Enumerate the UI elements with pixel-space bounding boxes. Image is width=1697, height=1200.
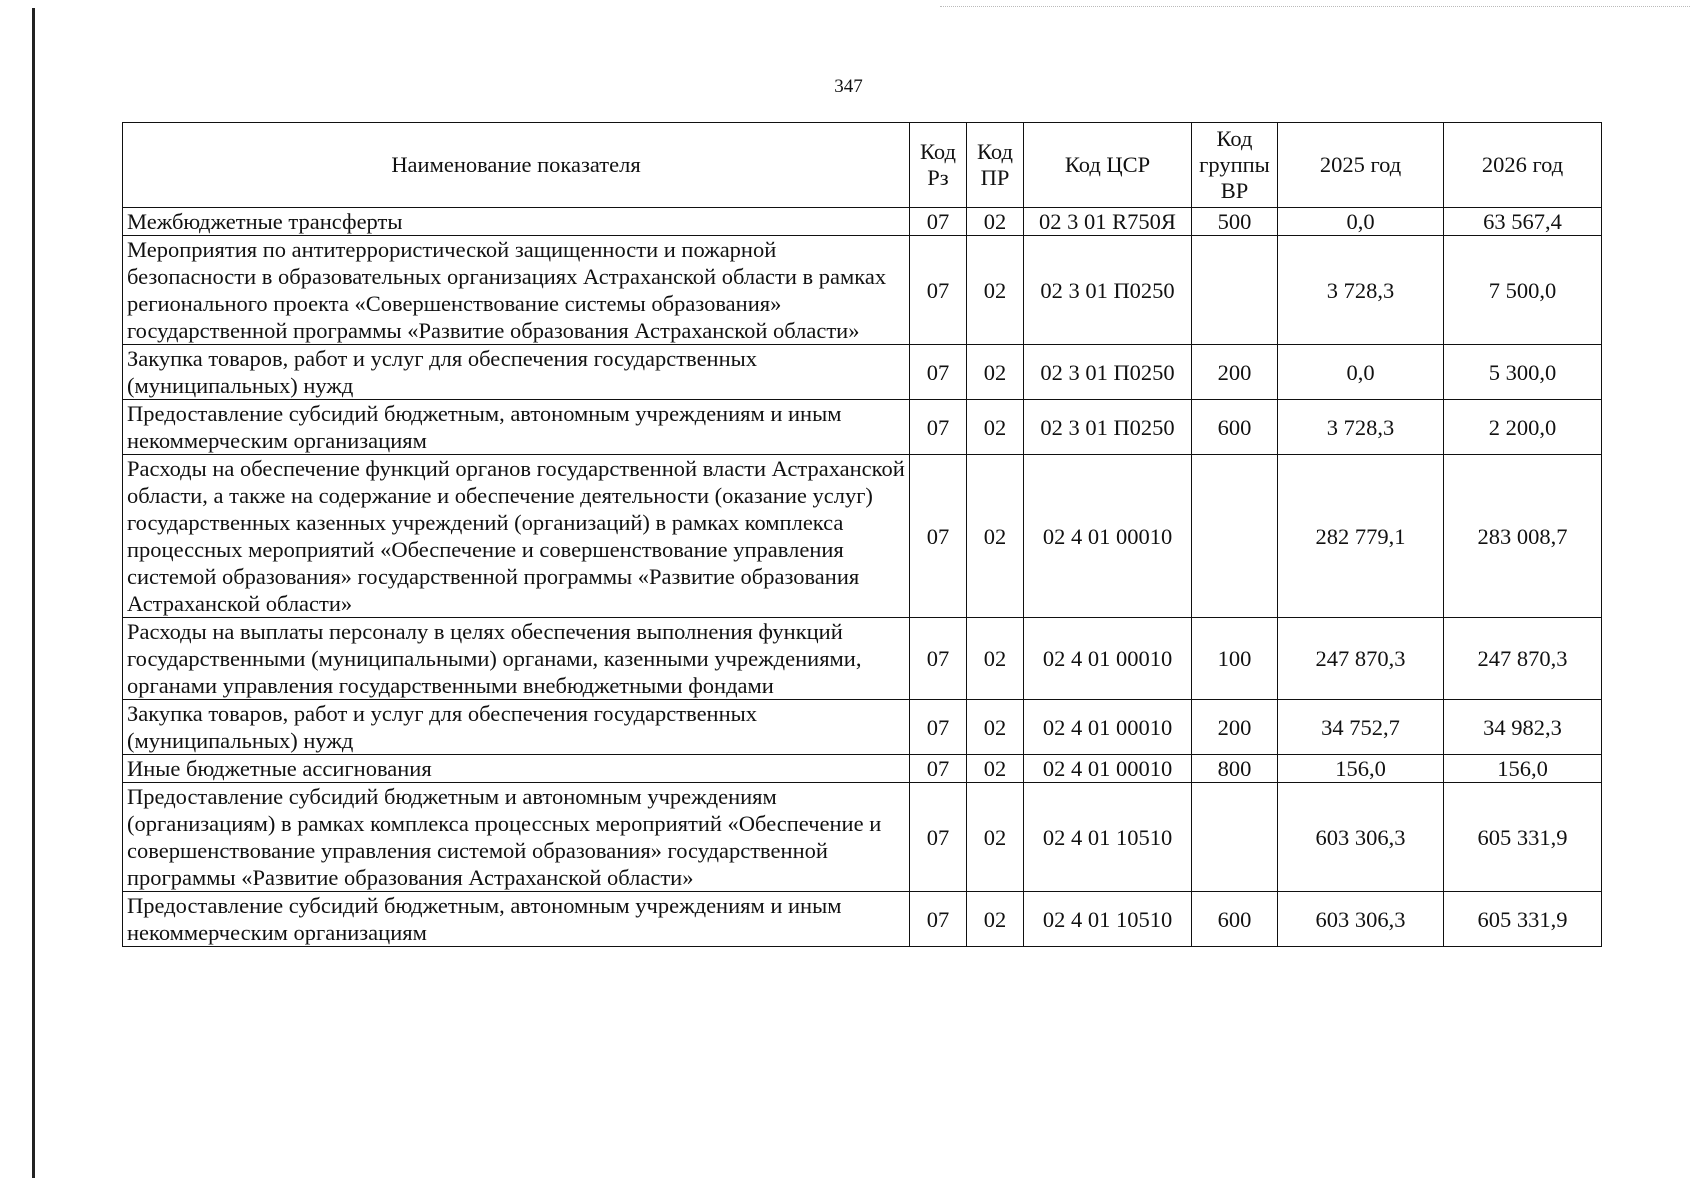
- table-row: [123, 700, 1602, 755]
- cell-2025: 34 752,7: [1278, 700, 1444, 755]
- scan-binding-edge: [32, 8, 35, 1178]
- cell-pr: 02: [967, 892, 1024, 947]
- cell-pr: 02: [967, 455, 1024, 618]
- cell-pr: 02: [967, 236, 1024, 345]
- cell-vr: [1192, 783, 1278, 892]
- cell-rz: 07: [910, 892, 967, 947]
- table-row: [123, 236, 1602, 345]
- header-pr: Код ПР: [967, 123, 1024, 208]
- cell-2025: 0,0: [1278, 345, 1444, 400]
- cell-vr: 500: [1192, 208, 1278, 236]
- cell-pr: 02: [967, 345, 1024, 400]
- table-row: [123, 208, 1602, 236]
- cell-csr: 02 3 01 П0250: [1024, 236, 1192, 345]
- table-row: [123, 783, 1602, 892]
- cell-pr: 02: [967, 755, 1024, 783]
- scan-top-edge: [940, 6, 1690, 8]
- cell-csr: 02 3 01 П0250: [1024, 345, 1192, 400]
- table-header: [123, 123, 1602, 208]
- cell-csr: 02 4 01 00010: [1024, 455, 1192, 618]
- cell-2026: 5 300,0: [1444, 345, 1602, 400]
- table-row: [123, 345, 1602, 400]
- cell-vr: 200: [1192, 345, 1278, 400]
- cell-csr: 02 4 01 10510: [1024, 783, 1192, 892]
- header-2026: 2026 год: [1444, 123, 1602, 208]
- cell-2025: 603 306,3: [1278, 783, 1444, 892]
- cell-vr: 600: [1192, 892, 1278, 947]
- table-row: [123, 892, 1602, 947]
- cell-csr: 02 3 01 R750Я: [1024, 208, 1192, 236]
- cell-name: Закупка товаров, работ и услуг для обеспечения государственных (муниципальных) нужд: [123, 345, 910, 400]
- cell-vr: 200: [1192, 700, 1278, 755]
- cell-name: Закупка товаров, работ и услуг для обеспечения государственных (муниципальных) нужд: [123, 700, 910, 755]
- page-number: 347: [834, 76, 863, 97]
- cell-rz: 07: [910, 755, 967, 783]
- cell-name: Предоставление субсидий бюджетным и автономным учреждениям (организациям) в рамках комплекса процессных мероприятий «Обеспечение и совершенствование управления системой образования» государственной программы «Развитие образования Астраханской области»: [123, 783, 910, 892]
- table-row: [123, 755, 1602, 783]
- cell-name: Предоставление субсидий бюджетным, автономным учреждениям и иным некоммерческим организациям: [123, 892, 910, 947]
- cell-rz: 07: [910, 236, 967, 345]
- cell-csr: 02 4 01 00010: [1024, 618, 1192, 700]
- header-name: Наименование показателя: [123, 123, 910, 208]
- cell-rz: 07: [910, 700, 967, 755]
- table-body: [123, 208, 1602, 947]
- budget-table: [122, 122, 1602, 947]
- cell-rz: 07: [910, 400, 967, 455]
- header-vr: Код группы ВР: [1192, 123, 1278, 208]
- cell-csr: 02 4 01 00010: [1024, 700, 1192, 755]
- cell-pr: 02: [967, 783, 1024, 892]
- header-2025: 2025 год: [1278, 123, 1444, 208]
- cell-2026: 156,0: [1444, 755, 1602, 783]
- cell-rz: 07: [910, 345, 967, 400]
- cell-pr: 02: [967, 700, 1024, 755]
- cell-name: Мероприятия по антитеррористической защищенности и пожарной безопасности в образовательных организациях Астраханской области в рамках регионального проекта «Совершенствование системы образования» государственной программы «Развитие образования Астраханской области»: [123, 236, 910, 345]
- table-row: [123, 400, 1602, 455]
- cell-vr: 800: [1192, 755, 1278, 783]
- header-rz: Код Рз: [910, 123, 967, 208]
- cell-2026: 605 331,9: [1444, 892, 1602, 947]
- cell-2025: 247 870,3: [1278, 618, 1444, 700]
- cell-vr: [1192, 455, 1278, 618]
- cell-csr: 02 3 01 П0250: [1024, 400, 1192, 455]
- cell-vr: 600: [1192, 400, 1278, 455]
- cell-2025: 3 728,3: [1278, 400, 1444, 455]
- cell-2026: 247 870,3: [1444, 618, 1602, 700]
- cell-csr: 02 4 01 00010: [1024, 755, 1192, 783]
- cell-name: Предоставление субсидий бюджетным, автономным учреждениям и иным некоммерческим организациям: [123, 400, 910, 455]
- cell-rz: 07: [910, 618, 967, 700]
- cell-pr: 02: [967, 618, 1024, 700]
- cell-2026: 34 982,3: [1444, 700, 1602, 755]
- cell-name: Межбюджетные трансферты: [123, 208, 910, 236]
- cell-2026: 283 008,7: [1444, 455, 1602, 618]
- cell-name: Расходы на обеспечение функций органов государственной власти Астраханской области, а также на содержание и обеспечение деятельности (оказание услуг) государственных казенных учреждений (организаций) в рамках комплекса процессных мероприятий «Обеспечение и совершенствование управления системой образования» государственной программы «Развитие образования Астраханской области»: [123, 455, 910, 618]
- cell-2026: 7 500,0: [1444, 236, 1602, 345]
- cell-2026: 605 331,9: [1444, 783, 1602, 892]
- cell-2025: 156,0: [1278, 755, 1444, 783]
- cell-2026: 2 200,0: [1444, 400, 1602, 455]
- cell-rz: 07: [910, 783, 967, 892]
- cell-2025: 0,0: [1278, 208, 1444, 236]
- header-row: [123, 123, 1602, 208]
- cell-2025: 603 306,3: [1278, 892, 1444, 947]
- cell-name: Иные бюджетные ассигнования: [123, 755, 910, 783]
- cell-2026: 63 567,4: [1444, 208, 1602, 236]
- cell-rz: 07: [910, 455, 967, 618]
- cell-vr: 100: [1192, 618, 1278, 700]
- cell-vr: [1192, 236, 1278, 345]
- cell-2025: 3 728,3: [1278, 236, 1444, 345]
- table-row: [123, 618, 1602, 700]
- table-row: [123, 455, 1602, 618]
- cell-pr: 02: [967, 208, 1024, 236]
- cell-pr: 02: [967, 400, 1024, 455]
- cell-rz: 07: [910, 208, 967, 236]
- cell-name: Расходы на выплаты персоналу в целях обеспечения выполнения функций государственными (муниципальными) органами, казенными учреждениями, органами управления государственными внебюджетными фондами: [123, 618, 910, 700]
- cell-2025: 282 779,1: [1278, 455, 1444, 618]
- header-csr: Код ЦСР: [1024, 123, 1192, 208]
- cell-csr: 02 4 01 10510: [1024, 892, 1192, 947]
